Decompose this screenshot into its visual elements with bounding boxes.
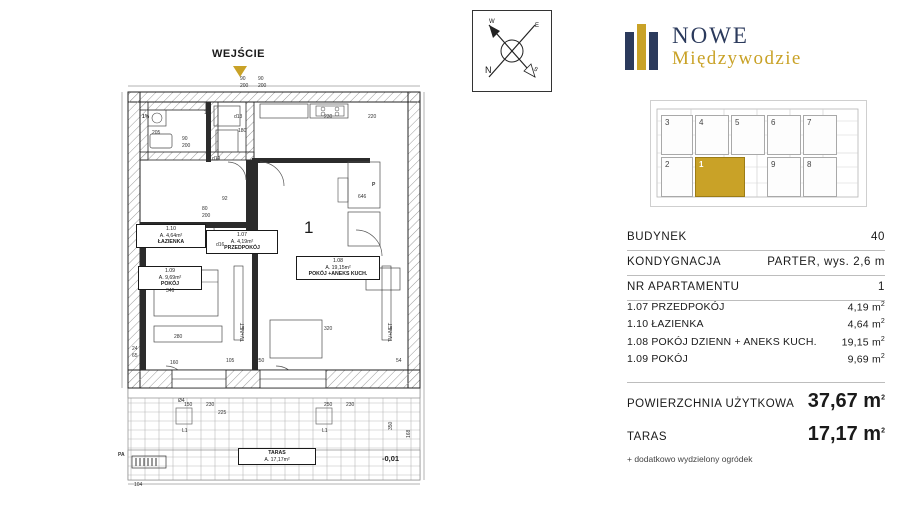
- area-label-living: 1.08 POKÓJ DZIENN + ANEKS KUCH.: [627, 335, 817, 348]
- room-code-109: 1.09: [164, 268, 176, 274]
- area-value-hall: 4,19 m: [847, 301, 881, 313]
- keyplan-unit-1-highlighted[interactable]: 1: [695, 157, 745, 197]
- area-unit-hall: 2: [880, 300, 885, 308]
- dim-bottom-105: 105: [226, 358, 235, 364]
- entrance-label: WEJŚCIE: [212, 48, 266, 60]
- room-name-108: POKÓJ +ANEKS KUCH.: [308, 271, 368, 277]
- key-plan: [650, 100, 867, 207]
- brand-line-2: Międzywodzie: [672, 48, 802, 70]
- area-row-living: [627, 333, 885, 351]
- vent-label-right: TV+NET: [388, 322, 394, 342]
- keyplan-unit-5[interactable]: 5: [731, 115, 765, 155]
- misc-180: 180: [238, 128, 247, 134]
- keyplan-unit-6[interactable]: 6: [767, 115, 801, 155]
- terrace-name: TARAS: [268, 450, 286, 456]
- dim-bottom-230b: 230: [346, 402, 355, 408]
- total-row-usable-area: [627, 385, 885, 418]
- detail-value-floor: PARTER, wys. 2,6 m: [767, 256, 885, 268]
- logo: [625, 24, 885, 71]
- keyplan-unit-8[interactable]: 8: [803, 157, 837, 197]
- detail-value-building: 40: [871, 231, 885, 243]
- dim-bottom-250: 250: [324, 402, 333, 408]
- area-value-room: 9,69 m: [847, 353, 881, 366]
- dim-bottom-230: 230: [206, 402, 215, 408]
- misc-92: 92: [222, 196, 228, 202]
- dim-bottom-250b: 250: [256, 358, 265, 364]
- plan-apartment-number: 1: [304, 218, 314, 237]
- room-area-107: A. 4,19m²: [230, 238, 254, 245]
- dim-left-205: 205: [152, 130, 161, 136]
- svg-text:W: W: [489, 19, 495, 25]
- dim-bottom-104: 104: [134, 482, 143, 488]
- area-unit-living: 2: [880, 335, 885, 343]
- svg-text:E: E: [535, 23, 540, 29]
- balcony-label-l1-left: L1: [182, 428, 188, 434]
- total-value-usable-area: 37,67 m: [807, 390, 882, 412]
- vent-label-left: TV+NET: [240, 322, 246, 342]
- detail-value-apartment-no: 1: [878, 281, 885, 293]
- detail-row-building: [627, 228, 885, 246]
- detail-key-floor: KONDYGNACJA: [627, 256, 722, 268]
- dim-left-24: 24: [132, 346, 138, 352]
- area-row-bathroom: [627, 316, 885, 334]
- area-value-bathroom: 4,64 m: [847, 318, 881, 331]
- keyplan-unit-3[interactable]: 3: [661, 115, 693, 155]
- area-unit-room: 2: [880, 353, 885, 360]
- area-row-hall: [627, 298, 885, 316]
- misc-15: 15: [204, 110, 210, 116]
- room-name-109: POKÓJ: [160, 281, 180, 287]
- dim-left-280: 280: [174, 334, 183, 340]
- total-unit-terrace: 2: [881, 427, 885, 435]
- brand-header: [625, 24, 885, 71]
- dim-top-1: 90: [240, 76, 246, 82]
- detail-key-building: BUDYNEK: [627, 231, 687, 243]
- logo-mark-icon: [625, 24, 658, 70]
- dim-right-168: 168: [406, 429, 412, 438]
- level-mark: -0,01: [382, 454, 400, 463]
- dim-left-80: 80: [202, 206, 208, 212]
- total-label-usable-area: POWIERZCHNIA UŻYTKOWA: [627, 398, 795, 410]
- dim-right-220: 220: [368, 114, 377, 120]
- room-tag-terrace: [238, 448, 316, 465]
- room-name-110: ŁAZIENKA: [157, 239, 185, 245]
- detail-key-apartment-no: NR APARTAMENTU: [627, 281, 740, 293]
- total-unit-usable-area: 2: [881, 394, 885, 402]
- room-name-107: PRZEDPOKÓJ: [224, 245, 260, 251]
- misc-p: 1%: [142, 114, 150, 120]
- room-area-108: A. 19,15m²: [325, 264, 351, 271]
- dim-left-346: 346: [166, 288, 175, 294]
- totals-block: [627, 378, 885, 464]
- area-label-room: 1.09 POKÓJ: [627, 353, 688, 365]
- misc-slope: 225: [218, 410, 227, 416]
- dim-right-646: 646: [358, 194, 367, 200]
- compass-box: [472, 10, 552, 92]
- areas-list: [627, 298, 885, 368]
- dim-right-320: 320: [324, 326, 333, 332]
- keyplan-unit-9[interactable]: 9: [767, 157, 801, 197]
- detail-row-floor: [627, 253, 885, 271]
- dim-left-65: 65: [132, 353, 138, 359]
- keyplan-unit-4[interactable]: 4: [695, 115, 729, 155]
- terrace-area: A. 17,17m²: [264, 456, 290, 463]
- dim-left-90: 90: [182, 136, 188, 142]
- drain-label: Ø4: [178, 398, 185, 404]
- area-label-hall: 1.07 PRZEDPOKÓJ: [627, 300, 725, 313]
- dim-right-350: 350: [388, 421, 394, 430]
- dim-top-2: 200: [240, 83, 249, 89]
- total-label-terrace: TARAS: [627, 431, 667, 443]
- area-value-living: 19,15 m: [841, 336, 881, 348]
- door-label-d19: d19: [212, 156, 221, 162]
- room-area-110: A. 4,64m²: [159, 232, 183, 239]
- floor-plan-drawing: [110, 70, 440, 500]
- keyplan-unit-7[interactable]: 7: [803, 115, 837, 155]
- room-code-110: 1.10: [165, 226, 177, 232]
- details-table: [627, 228, 885, 303]
- area-row-room: [627, 351, 885, 369]
- misc-l: P: [372, 182, 376, 188]
- room-code-108: 1.08: [332, 258, 344, 264]
- area-label-bathroom: 1.10 ŁAZIENKA: [627, 318, 704, 330]
- dim-left-200: 200: [182, 143, 191, 149]
- svg-text:S: S: [531, 66, 539, 74]
- room-tag-living: [296, 256, 380, 280]
- dim-bottom-150: 150: [184, 402, 193, 408]
- door-label-d13: d13: [234, 114, 243, 120]
- total-value-terrace: 17,17 m: [807, 423, 882, 445]
- balcony-label-l1-right: L1: [322, 428, 328, 434]
- keyplan-unit-2[interactable]: 2: [661, 157, 693, 197]
- room-area-109: A. 9,69m²: [158, 274, 182, 281]
- detail-row-apartment-no: [627, 278, 885, 296]
- dim-left-200b: 200: [202, 213, 211, 219]
- room-tag-bathroom: [136, 224, 206, 248]
- svg-text:N: N: [485, 65, 492, 75]
- dim-right-230: 230: [324, 114, 333, 120]
- total-row-terrace: [627, 418, 885, 451]
- pa-label: PA: [118, 452, 125, 458]
- dim-bottom-54: 54: [396, 358, 402, 364]
- room-tag-bedroom: [138, 266, 202, 290]
- brand-line-1: NOWE: [672, 23, 749, 48]
- area-unit-bathroom: 2: [880, 318, 885, 325]
- door-label-d16: d16: [216, 242, 225, 248]
- dim-left-160: 160: [170, 360, 179, 366]
- footnote: + dodatkowo wydzielony ogródek: [627, 454, 753, 464]
- dim-top-3: 90: [258, 76, 264, 82]
- room-code-107: 1.07: [236, 232, 248, 238]
- dim-top-4: 200: [258, 83, 267, 89]
